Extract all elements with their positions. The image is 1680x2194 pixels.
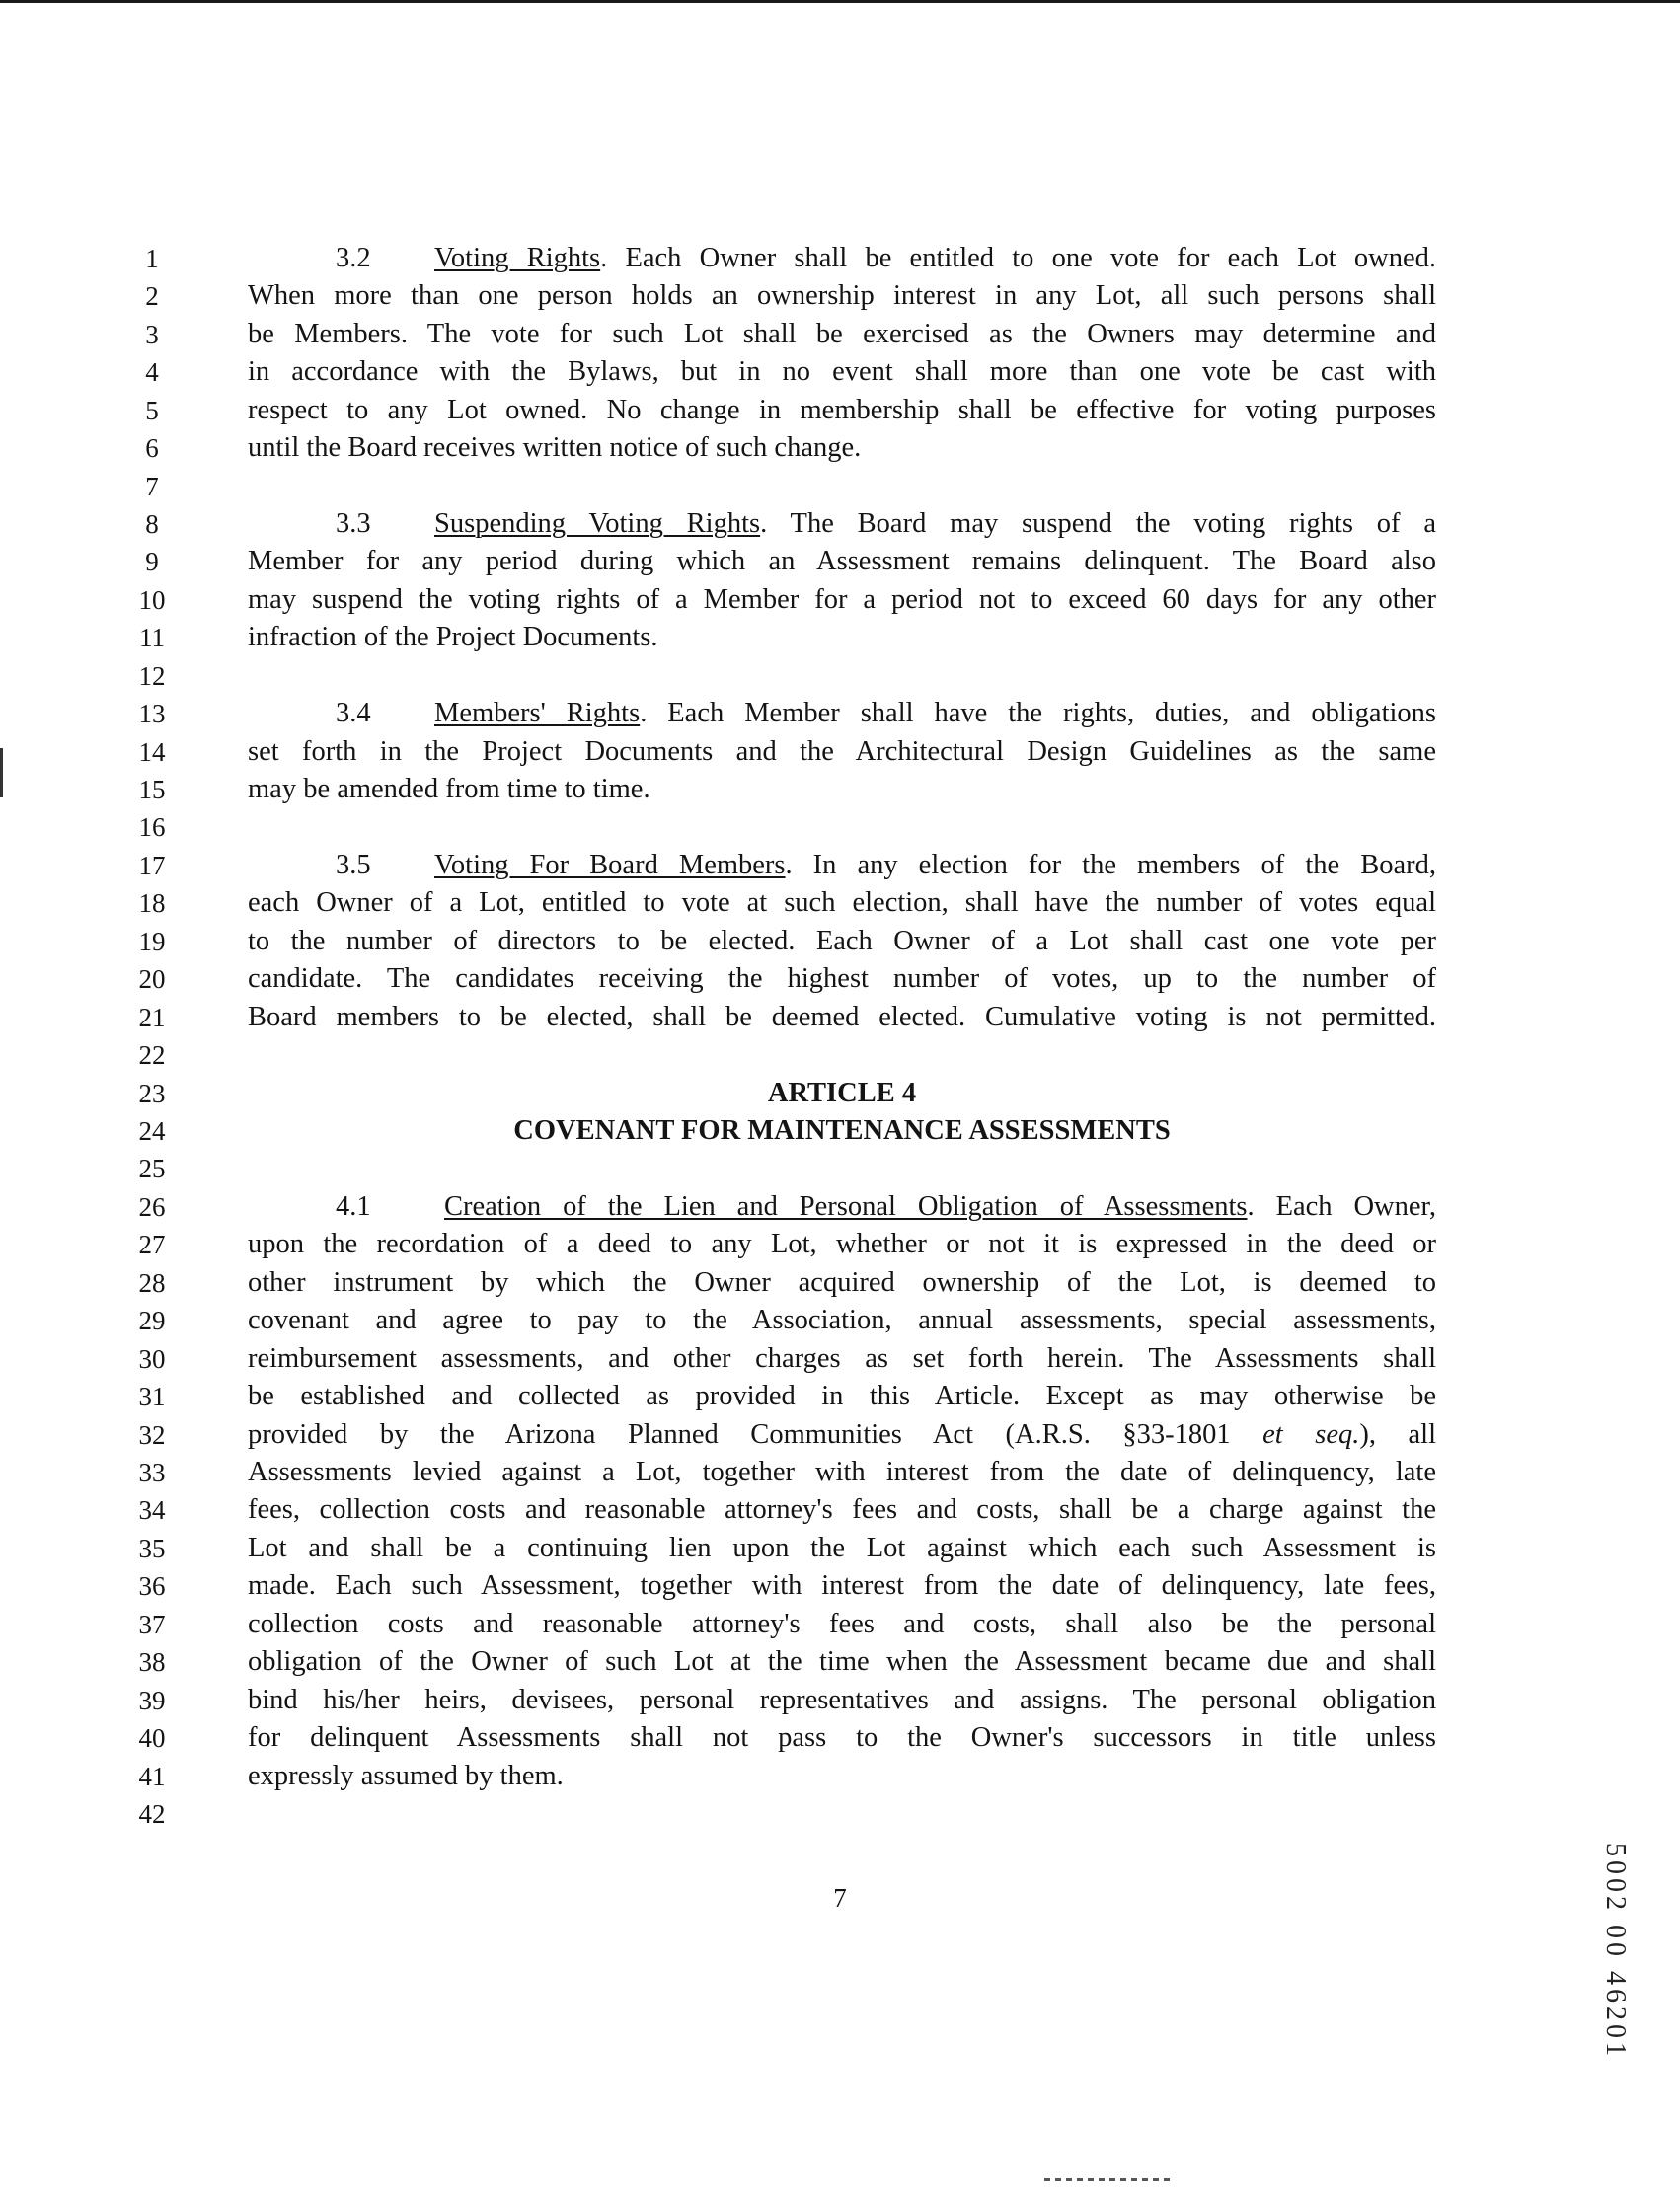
italic-citation: et seq.	[1262, 1419, 1360, 1450]
section-line: 3.2 Voting Rights. Each Owner shall be entitled to one vote for each Lot owned.	[248, 240, 1436, 277]
scan-edge-mark	[0, 748, 3, 797]
line-number: 19	[138, 927, 166, 956]
section-line: Board members to be elected, shall be deemed elected. Cumulative voting is not permitted.	[248, 1002, 1436, 1032]
line-number: 35	[138, 1534, 166, 1563]
page-number: 7	[833, 1883, 847, 1913]
section-line: obligation of the Owner of such Lot at the time when the Assessment became due and shall	[248, 1646, 1436, 1677]
section-number: 3.4	[336, 698, 371, 728]
line-number: 32	[138, 1420, 166, 1450]
section-line: made. Each such Assessment, together with interest from the date of delinquency, late fees,	[248, 1570, 1436, 1601]
line-number: 12	[138, 661, 166, 691]
section-line: Assessments levied against a Lot, together with interest from the date of delinquency, late	[248, 1457, 1436, 1487]
section-line: infraction of the Project Documents.	[248, 622, 658, 652]
section-heading: Voting For Board Members	[434, 850, 786, 880]
section-line: reimbursement assessments, and other charges as set forth herein. The Assessments shall	[248, 1343, 1436, 1374]
section-line: until the Board receives written notice of such change.	[248, 432, 862, 463]
section-number: 4.1	[336, 1191, 371, 1222]
line-number: 41	[138, 1762, 166, 1791]
section-line: expressly assumed by them.	[248, 1761, 564, 1791]
section-line: in accordance with the Bylaws, but in no event shall more than one vote be cast with	[248, 356, 1436, 387]
line-number: 16	[138, 812, 166, 842]
section-line: upon the recordation of a deed to any Lot, whether or not it is expressed in the deed or	[248, 1229, 1436, 1259]
section-line: be established and collected as provided in this Article. Except as may otherwise be	[248, 1381, 1436, 1411]
line-number: 22	[138, 1040, 166, 1070]
section-line: each Owner of a Lot, entitled to vote at such election, shall have the number of votes equal	[248, 887, 1436, 918]
line-number: 26	[138, 1192, 166, 1222]
scan-artifact	[1044, 2178, 1173, 2181]
line-number: 20	[138, 964, 166, 994]
line-number: 11	[139, 623, 165, 652]
section-line: 3.3 Suspending Voting Rights. The Board may suspend the voting rights of a	[248, 505, 1436, 543]
section-line: collection costs and reasonable attorney's fees and costs, shall also be the personal	[248, 1609, 1436, 1639]
section-line: to the number of directors to be elected. Each Owner of a Lot shall cast one vote per	[248, 926, 1436, 956]
section-number: 3.5	[336, 850, 371, 880]
section-heading: Members' Rights	[434, 698, 641, 728]
line-number: 37	[138, 1610, 166, 1639]
line-number: 9	[145, 547, 159, 576]
section-heading: Suspending Voting Rights	[434, 508, 761, 539]
line-number: 28	[138, 1268, 166, 1298]
line-number: 38	[138, 1647, 166, 1677]
line-number: 21	[138, 1003, 166, 1032]
line-number: 6	[145, 433, 159, 463]
section-line: When more than one person holds an ownership interest in any Lot, all such persons shall	[248, 280, 1436, 311]
line-number: 27	[138, 1230, 166, 1259]
section-number: 3.3	[336, 508, 371, 539]
line-number: 29	[138, 1306, 166, 1335]
line-number: 40	[138, 1723, 166, 1753]
recording-stamp: 5002 00 46201	[1600, 1843, 1631, 2060]
article-title: ARTICLE 4	[767, 1078, 917, 1108]
section-line: 3.5 Voting For Board Members. In any election for the members of the Board,	[248, 847, 1436, 884]
line-number: 17	[138, 851, 166, 880]
section-line: 4.1 Creation of the Lien and Personal Obligation of Assessments. Each Owner,	[248, 1188, 1436, 1226]
line-number: 8	[145, 509, 159, 539]
section-number: 3.2	[336, 243, 371, 273]
section-line: Lot and shall be a continuing lien upon the Lot against which each such Assessment is	[248, 1533, 1436, 1563]
section-line: for delinquent Assessments shall not pass to the Owner's successors in title unless	[248, 1722, 1436, 1753]
line-number: 18	[138, 888, 166, 918]
line-number: 30	[138, 1344, 166, 1374]
line-number: 42	[138, 1799, 166, 1829]
line-number: 2	[145, 281, 159, 311]
section-line: set forth in the Project Documents and the Architectural Design Guidelines as the same	[248, 736, 1436, 767]
line-number: 7	[145, 472, 159, 501]
line-number: 4	[145, 357, 159, 387]
section-line: respect to any Lot owned. No change in membership shall be effective for voting purposes	[248, 395, 1436, 425]
line-number: 1	[145, 244, 159, 273]
section-line: covenant and agree to pay to the Association, annual assessments, special assessments,	[248, 1305, 1436, 1335]
section-line: other instrument by which the Owner acquired ownership of the Lot, is deemed to	[248, 1267, 1436, 1298]
section-line: 3.4 Members' Rights. Each Member shall have the rights, duties, and obligations	[248, 695, 1436, 732]
line-number: 3	[145, 320, 159, 349]
line-number: 10	[138, 585, 166, 615]
section-line: may suspend the voting rights of a Member for a period not to exceed 60 days for any other	[248, 584, 1436, 615]
line-number: 5	[145, 396, 159, 425]
section-heading: Voting Rights	[434, 243, 601, 273]
line-number: 39	[138, 1686, 166, 1715]
line-number: 13	[138, 699, 166, 728]
section-line: candidate. The candidates receiving the highest number of votes, up to the number of	[248, 963, 1436, 994]
section-line: Member for any period during which an Assessment remains delinquent. The Board also	[248, 546, 1436, 576]
article-subtitle: COVENANT FOR MAINTENANCE ASSESSMENTS	[513, 1115, 1171, 1146]
section-line: be Members. The vote for such Lot shall be exercised as the Owners may determine and	[248, 319, 1436, 349]
line-number: 31	[138, 1382, 166, 1411]
line-number: 23	[138, 1079, 166, 1108]
section-heading: Creation of the Lien and Personal Obligation of Assessments	[444, 1191, 1248, 1222]
line-number: 15	[138, 775, 166, 804]
line-number: 34	[138, 1495, 166, 1525]
line-number: 25	[138, 1154, 166, 1183]
line-number: 14	[138, 737, 166, 767]
section-line: provided by the Arizona Planned Communities Act (A.R.S. §33-1801 et seq.), all	[248, 1419, 1436, 1450]
section-line: bind his/her heirs, devisees, personal representatives and assigns. The personal obligation	[248, 1685, 1436, 1715]
line-number: 36	[138, 1571, 166, 1601]
line-number: 33	[138, 1458, 166, 1487]
top-edge-rule	[0, 0, 1680, 3]
line-number: 24	[138, 1116, 166, 1146]
section-line: fees, collection costs and reasonable attorney's fees and costs, shall be a charge against the	[248, 1494, 1436, 1525]
section-line: may be amended from time to time.	[248, 774, 650, 804]
